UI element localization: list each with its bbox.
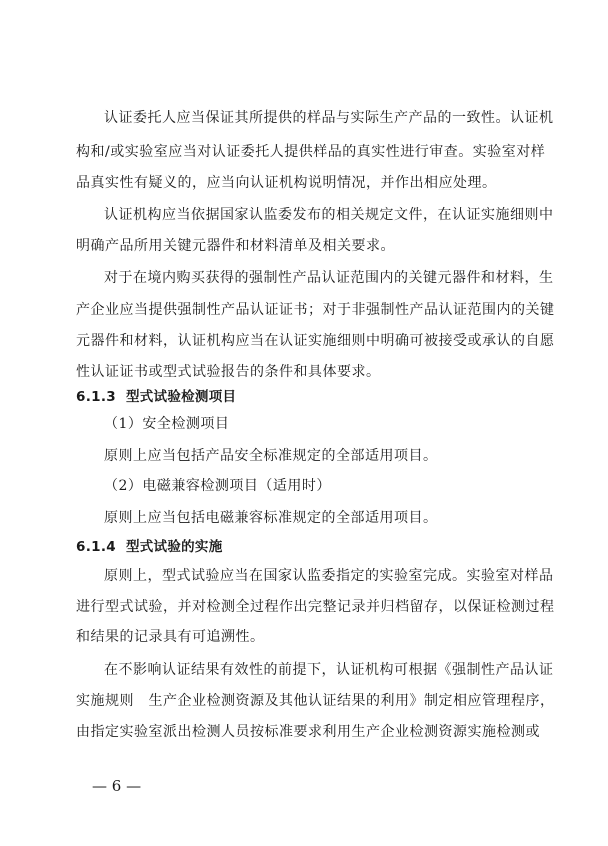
paragraph-line: 进行型式试验，并对检测全过程作出完整记录并归档留存，以保证检测过程 (76, 599, 555, 615)
section-number: 6.1.3 (76, 389, 116, 405)
page-number: — 6 — (92, 777, 142, 795)
section-heading-6-1-4 (76, 537, 532, 557)
section-title: 型式试验的实施 (125, 539, 223, 555)
list-item-label: （1）安全检测项目 (104, 416, 230, 432)
list-item-text: 原则上应当包括电磁兼容标准规定的全部适用项目。 (104, 510, 438, 526)
paragraph-line: 元器件和材料，认证机构应当在认证实施细则中明确可被接受或承认的自愿 (76, 333, 555, 349)
paragraph-line: 由指定实验室派出检测人员按标准要求利用生产企业检测资源实施检测或 (76, 724, 540, 740)
paragraph-line: 和结果的记录具有可追溯性。 (76, 629, 265, 645)
paragraph-line: 认证机构应当依据国家认监委发布的相关规定文件，在认证实施细则中 (104, 207, 554, 223)
paragraph-line: 性认证证书或型式试验报告的条件和具体要求。 (76, 364, 381, 380)
paragraph-line: 品真实性有疑义的，应当向认证机构说明情况，并作出相应处理。 (76, 175, 497, 191)
paragraph-line: 产企业应当提供强制性产品认证证书；对于非强制性产品认证范围内的关键 (76, 302, 555, 318)
paragraph-line: 原则上，型式试验应当在国家认监委指定的实验室完成。实验室对样品 (104, 568, 554, 584)
section-number: 6.1.4 (76, 539, 116, 555)
section-title: 型式试验检测项目 (125, 389, 237, 405)
list-item-label: （2）电磁兼容检测项目（适用时） (104, 478, 331, 494)
section-heading-6-1-3 (76, 387, 532, 407)
paragraph-line: 在不影响认证结果有效性的前提下，认证机构可根据《强制性产品认证 (104, 662, 554, 678)
list-item-text: 原则上应当包括产品安全标准规定的全部适用项目。 (104, 448, 438, 464)
paragraph-line: 对于在境内购买获得的强制性产品认证范围内的关键元器件和材料，生 (104, 270, 554, 286)
paragraph-line: 认证委托人应当保证其所提供的样品与实际生产产品的一致性。认证机 (104, 110, 554, 126)
paragraph-line: 实施规则 生产企业检测资源及其他认证结果的利用》制定相应管理程序， (76, 693, 555, 709)
paragraph-line: 构和/或实验室应当对认证委托人提供样品的真实性进行审查。实验室对样 (76, 144, 546, 160)
paragraph-line: 明确产品所用关键元器件和材料清单及相关要求。 (76, 238, 395, 254)
